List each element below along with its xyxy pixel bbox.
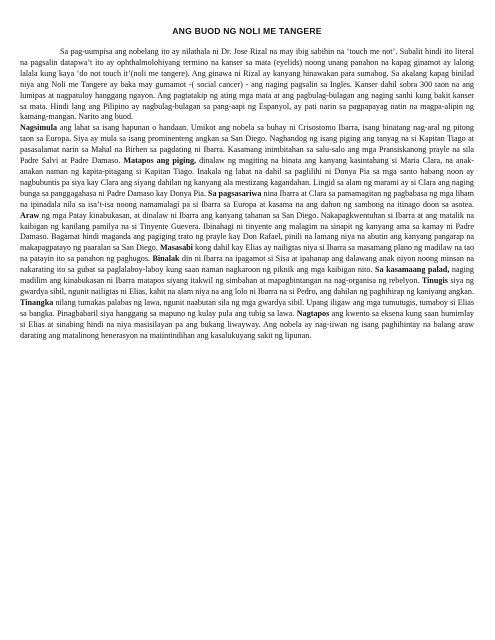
summary-text-3: nina Ibarra at Clara sa pamamagitan ng pagbabasa ng mga liham na ipinadala nila sa isa’t-isa noong namamalagi pa si Ibarra sa Europa at kasama na ang dahon ng sambong na itinago doon sa asotea.	[20, 188, 474, 209]
bold-lead-nagsimula: Nagsimula	[20, 123, 58, 133]
bold-lead-kasamaang-palad: Sa kasamaang palad,	[375, 265, 450, 275]
bold-lead-araw: Araw	[20, 210, 40, 220]
bold-lead-nagtapos: Nagtapos	[296, 308, 330, 318]
summary-text-8: siya ng gwardya sibil, ngunit nailigtas ni Elias, kahit na alam niya na ang lolo ni Ibarra na si Pedro, ang dahilan ng paghihirap ng kaniyang angkan.	[20, 276, 474, 296]
bold-lead-masasabi: Masasabi	[159, 243, 193, 253]
summary-text-6: din ni Ibarra na ipagamot si Sisa at ipahanap ang dalawang anak niyon noong minsan na nakarating ito sa gubat sa paglalaboy-laboy kung saan naman nagkaroon ng piknik ang mga kaibigan nito.	[20, 254, 474, 275]
summary-text-1: ang lahat sa isang hapunan o handaan. Umikot ang nobela sa buhay ni Crisostomo Ibarra, isang binatang nag-aral ng pitong taon sa Europa. Siya ay mula sa isang prominenteng angkan sa San Diego. Naghandog ng isang piging ang tanyag na si Kapitan Tiago at pasasalamat narin sa Mahal na Birhen sa pagdating ni Ibarra. Kasamang inimbitahan sa salu-salo ang mga Pransiskanong prayle na sila Padre Salvi at Padre Damaso.	[20, 123, 474, 166]
bold-lead-matapos: Matapos ang piging,	[123, 156, 197, 166]
introduction-paragraph: Sa pag-uumpisa ang nobelang ito ay nilathala ni Dr. Jose Rizal na may ibig sabihin na ‘touch me not’. Subalit hindi ito literal na pagsalin datapwa’t ito ay ophthalmolohiyang termino na kanser sa mata (eyelids) noong unang panahon na kapag ginamot ay lalong lalala kung kaya ‘do not touch it’(noli me tangere). Ang ginawa ni Rizal ay kanyang hinawakan para sumabog. Sa akalang kapag binilad niya ang Noli me Tangere ay baka may gumamot -( social cancer) - ang naging pagsalin sa Ingles. Kanser dahil sobra 300 taon na ang lumipas at nagpatuloy hanggang ngayon. Ang pagtatakip ng ating mga mata at ang pagbulag-bulagan ang naging sanhi kung bakit kanser sa mata. Hindi lang ang Pilipino ay nagbulag-bulagan sa pang-aapi ng Espanyol, ay pati narin sa pagpapayag natin na magpa-alipin ng kamang-mangan. Narito ang buod.	[20, 47, 474, 122]
summary-text-7: naging madilim ang kinabukasan ni Ibarra matapos siyang itakwil ng simbahan at mapagbintangan na nag-organisa ng rebelyon.	[20, 265, 474, 286]
document-title: ANG BUOD NG NOLI ME TANGERE	[172, 26, 322, 36]
summary-text-9: nilang tumakas palabas ng lawa, ngunit naabutan sila ng mga gwardya sibil. Upang iligaw ang mga tumutugis, tumaboy si Elias sa bangka. Pinagbabaril siya hanggang sa mapuno ng kulay pula ang tubig sa lawa.	[20, 297, 474, 318]
bold-lead-binalak: Binalak	[152, 254, 180, 264]
summary-paragraph	[20, 123, 474, 341]
bold-lead-tinugis: Tinugis	[421, 276, 448, 286]
summary-text-2: dinalaw ng magiting na binata ang kanyang kasintahang si Maria Clara, na anak-anakan naman ng kapita-pitagang si Kapitan Tiago. Inakala ng lahat na dahil sa paglilihi ni Donya Pia sa mga santo habang noon ay nagbubuntis pa siya kay Clara ang siyang dahilan ng kanyang ala mestizang kagandahan. Lingid sa alam ng marami ay si Clara ang naging bunga sa panggagahasa ni Padre Damaso kay Donya Pia.	[20, 156, 474, 198]
summary-text-5: kong dahil kay Elias ay nailigtas niya si Ibarra sa masamang plano ng madilaw na tao na patayin ito sa panahon ng paghugos.	[20, 243, 475, 264]
summary-text-4: ng mga Patay kinabukasan, at dinalaw ni Ibarra ang kanyang tahanan sa San Diego. Nakapagkwentuhan si Ibarra at ang matalik na kaibigan ng kanilang pamilya na si Tinyente Guevera. Ibinahagi ni tinyente ang malagim na sinapit ng kanyang ama sa kamay ni Padre Damaso. Bagamat hindi maganda ang pagiging trato ng prayle kay Don Rafael, pinili na lamang niya na abutin ang kanyang pangarap na makapagpatayo ng paaralan sa San Diego.	[20, 210, 474, 253]
bold-lead-pagsasariwa: Sa pagsasariwa	[207, 188, 262, 198]
summary-text-10: ang kwento sa eksena kung saan humimlay si Elias at sinabing hindi na niya masisilayan pa ang bukang liwayway. Ang nobela ay nag-iiwan ng isang paghihintay na balang araw darating ang matalinong henerasyon na maiintindihan ang kasalukuyang sakit ng lipunan.	[20, 308, 474, 340]
bold-lead-tinangka: Tinangka	[20, 297, 54, 307]
